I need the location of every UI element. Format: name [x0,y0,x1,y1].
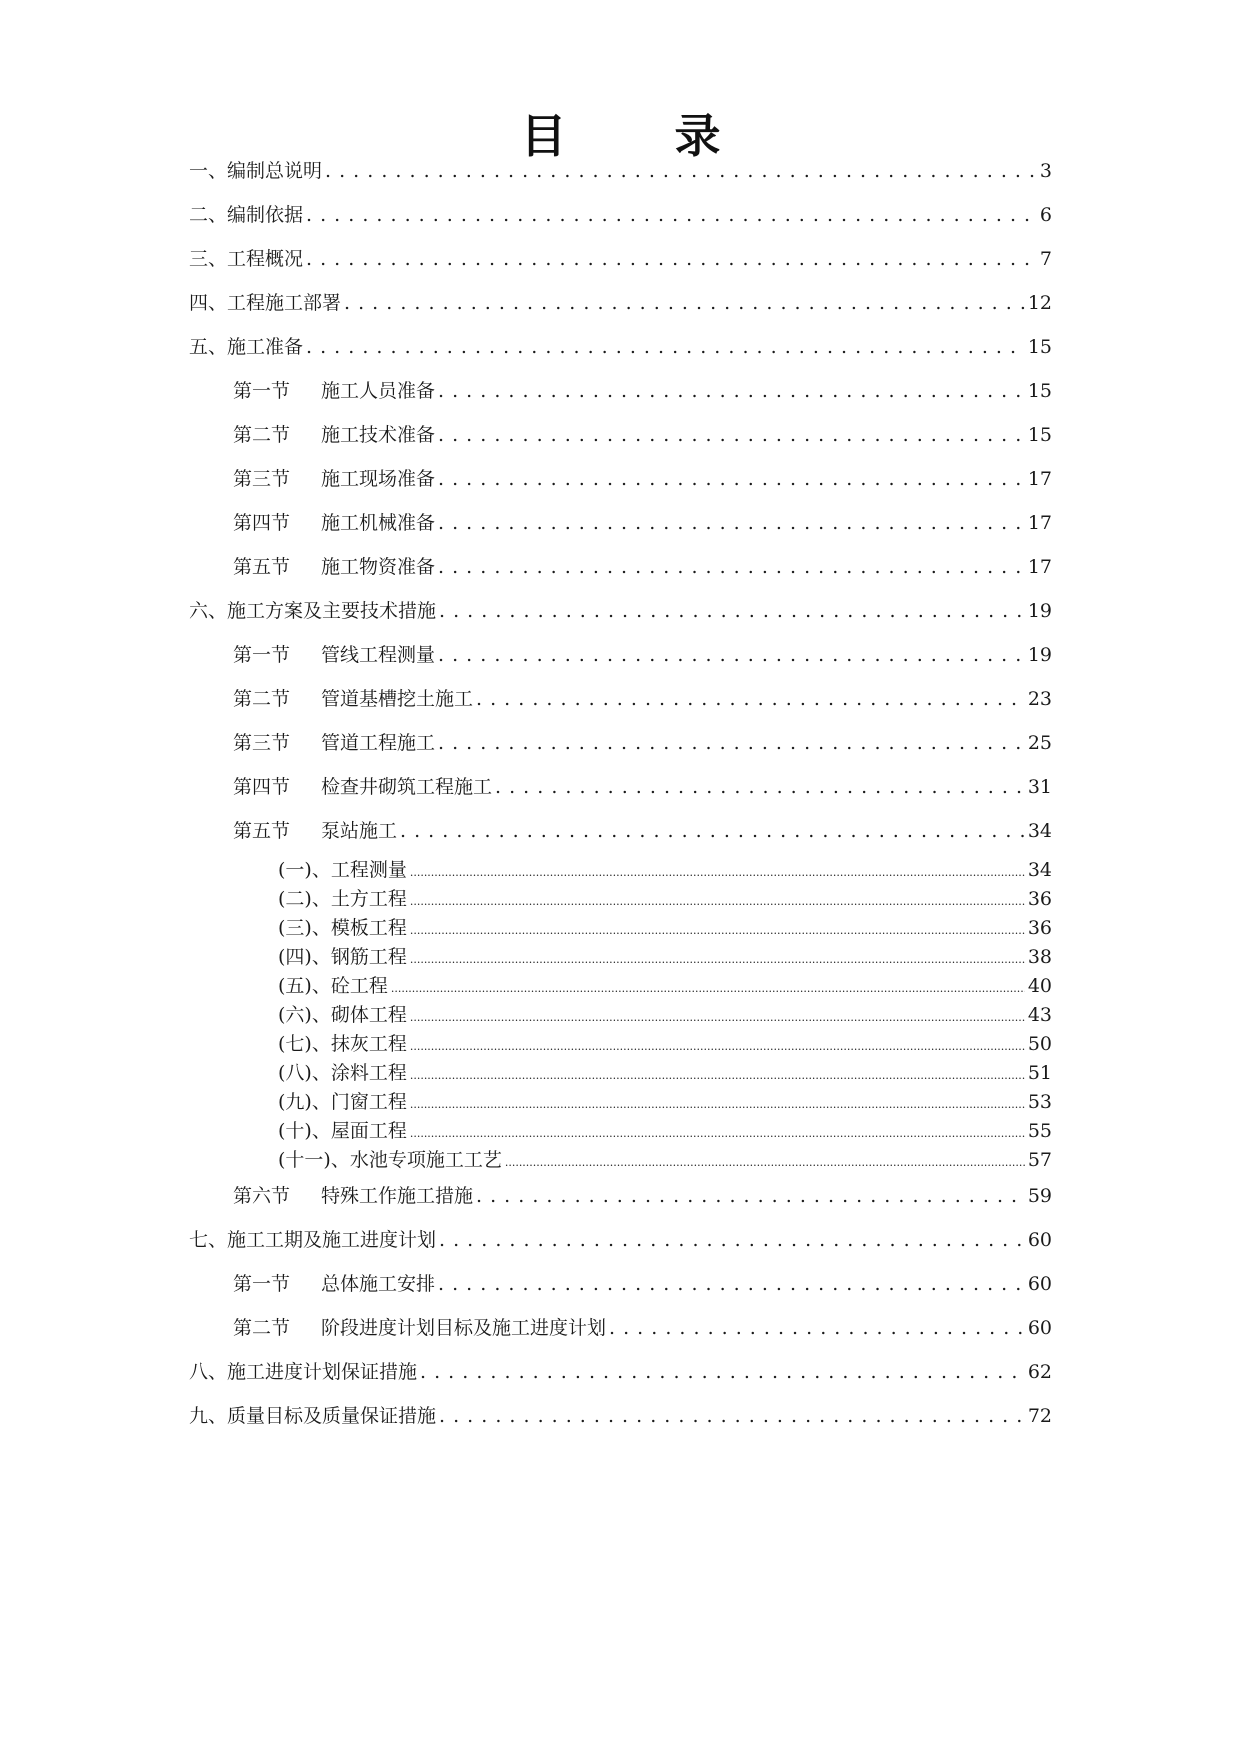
toc-entry[interactable] [278,1145,1052,1169]
toc-entry-page: 15 [1027,424,1052,446]
toc-entry-label: 施工物资准备 [321,556,436,578]
toc-entry-page: 50 [1027,1033,1052,1055]
section-number: 第三节 [233,468,291,490]
toc-entry-page: 19 [1027,600,1052,622]
toc-entry[interactable] [233,684,1052,710]
toc-entry[interactable] [278,913,1052,937]
toc-entry[interactable] [233,1269,1052,1295]
toc-entry-label: 三、工程概况 [189,248,304,270]
toc-entry[interactable] [233,1313,1052,1339]
section-number: 第六节 [233,1185,291,1207]
dot-leader [495,776,1025,798]
toc-entry-page: 3 [1039,160,1052,182]
toc-entry-page: 34 [1027,859,1052,881]
toc-entry-page: 60 [1027,1229,1052,1251]
dot-leader [438,644,1025,666]
toc-entry-label: (三)、模板工程 [278,917,407,939]
toc-entry[interactable] [233,464,1052,490]
dot-leader [476,688,1025,710]
toc-entry[interactable] [189,156,1052,182]
section-number: 第二节 [233,424,291,446]
section-number: 第一节 [233,380,291,402]
toc-entry-label: 施工人员准备 [321,380,436,402]
section-number: 第一节 [233,1273,291,1295]
toc-entry-page: 12 [1027,292,1052,314]
toc-entry-page: 34 [1027,820,1052,842]
dot-leader [410,1120,1025,1142]
toc-entry[interactable] [189,596,1052,622]
toc-entry-page: 51 [1027,1062,1052,1084]
toc-entry-page: 53 [1027,1091,1052,1113]
toc-entry-label: (四)、钢筋工程 [278,946,407,968]
toc-entry-label: (五)、砼工程 [278,975,388,997]
toc-entry[interactable] [278,884,1052,908]
toc-entry-page: 17 [1027,556,1052,578]
toc-entry[interactable] [278,1116,1052,1140]
toc-entry-label: 检查井砌筑工程施工 [321,776,493,798]
toc-entry-page: 60 [1027,1273,1052,1295]
toc-entry[interactable] [189,288,1052,314]
dot-leader [438,424,1025,446]
dot-leader [410,1091,1025,1113]
toc-entry-page: 6 [1039,204,1052,226]
toc-entry[interactable] [278,942,1052,966]
section-number: 第二节 [233,1317,291,1339]
dot-leader [410,946,1025,968]
toc-entry-page: 31 [1027,776,1052,798]
dot-leader [420,1361,1025,1383]
toc-entry-page: 38 [1027,946,1052,968]
toc-entry-label: (九)、门窗工程 [278,1091,407,1113]
toc-entry[interactable] [233,420,1052,446]
title-char-1: 目 [520,109,567,163]
toc-entry-label: 施工现场准备 [321,468,436,490]
toc-entry-page: 43 [1027,1004,1052,1026]
dot-leader [438,732,1025,754]
section-number: 第五节 [233,820,291,842]
toc-entry-label: 施工机械准备 [321,512,436,534]
dot-leader [325,160,1037,182]
dot-leader [438,512,1025,534]
toc-entry[interactable] [189,1225,1052,1251]
toc-entry[interactable] [278,855,1052,879]
title-char-2: 录 [674,109,721,163]
dot-leader [410,1004,1025,1026]
toc-entry-label: 特殊工作施工措施 [321,1185,474,1207]
toc-entry-label: (二)、土方工程 [278,888,407,910]
toc-entry-label: (一)、工程测量 [278,859,407,881]
toc-entry-label: 管道工程施工 [321,732,436,754]
toc-entry-page: 59 [1027,1185,1052,1207]
section-number: 第四节 [233,776,291,798]
toc-entry-label: 二、编制依据 [189,204,304,226]
toc-entry-label: 四、工程施工部署 [189,292,342,314]
toc-entry-label: (六)、砌体工程 [278,1004,407,1026]
dot-leader [439,1229,1025,1251]
toc-entry[interactable] [233,376,1052,402]
toc-entry-page: 36 [1027,917,1052,939]
section-number: 第二节 [233,688,291,710]
dot-leader [438,556,1025,578]
toc-entry-label: 九、质量目标及质量保证措施 [189,1405,437,1427]
dot-leader [438,380,1025,402]
toc-entry-label: 总体施工安排 [321,1273,436,1295]
dot-leader [306,204,1037,226]
toc-entry[interactable] [189,1357,1052,1383]
dot-leader [476,1185,1025,1207]
toc-entry-label: 泵站施工 [321,820,398,842]
dot-leader [410,859,1025,881]
toc-entry-page: 25 [1027,732,1052,754]
dot-leader [410,888,1025,910]
section-number: 第五节 [233,556,291,578]
toc-entry-page: 7 [1039,248,1052,270]
dot-leader [609,1317,1025,1339]
dot-leader [306,248,1037,270]
toc-entry[interactable] [278,1058,1052,1082]
toc-entry-page: 17 [1027,468,1052,490]
dot-leader [438,1273,1025,1295]
toc-entry[interactable] [233,816,1052,842]
toc-entry-page: 72 [1027,1405,1052,1427]
toc-entry-page: 23 [1027,688,1052,710]
toc-entry-label: 阶段进度计划目标及施工进度计划 [321,1317,607,1339]
dot-leader [505,1149,1025,1171]
toc-entry-page: 15 [1027,380,1052,402]
toc-entry[interactable] [278,1087,1052,1111]
dot-leader [306,336,1025,358]
toc-entry-label: (七)、抹灰工程 [278,1033,407,1055]
dot-leader [344,292,1025,314]
dot-leader [410,917,1025,939]
toc-entry-page: 17 [1027,512,1052,534]
toc-entry-label: 六、施工方案及主要技术措施 [189,600,437,622]
toc-entry-page: 57 [1027,1149,1052,1171]
toc-entry[interactable] [233,508,1052,534]
section-number: 第三节 [233,732,291,754]
dot-leader [400,820,1025,842]
section-number: 第一节 [233,644,291,666]
toc-entry-page: 15 [1027,336,1052,358]
toc-entry-label: (十)、屋面工程 [278,1120,407,1142]
toc-entry-label: 七、施工工期及施工进度计划 [189,1229,437,1251]
toc-entry[interactable] [233,640,1052,666]
toc-entry[interactable] [189,332,1052,358]
dot-leader [439,600,1025,622]
toc-entry[interactable] [233,552,1052,578]
toc-entry-page: 40 [1027,975,1052,997]
section-number: 第四节 [233,512,291,534]
toc-entry-label: 八、施工进度计划保证措施 [189,1361,418,1383]
toc-entry[interactable] [278,1000,1052,1024]
toc-entry-page: 36 [1027,888,1052,910]
dot-leader [410,1062,1025,1084]
toc-entry-page: 60 [1027,1317,1052,1339]
dot-leader [439,1405,1025,1427]
toc-entry[interactable] [233,1181,1052,1207]
toc-entry-label: 五、施工准备 [189,336,304,358]
toc-entry-page: 55 [1027,1120,1052,1142]
toc-entry-label: 一、编制总说明 [189,160,323,182]
toc-entry-page: 19 [1027,644,1052,666]
toc-entry[interactable] [189,200,1052,226]
toc-entry[interactable] [233,728,1052,754]
toc-entry[interactable] [278,971,1052,995]
toc-entry-page: 62 [1027,1361,1052,1383]
dot-leader [410,1033,1025,1055]
toc-entry-label: 管道基槽挖土施工 [321,688,474,710]
toc-entry-label: 管线工程测量 [321,644,436,666]
toc-entry-label: 施工技术准备 [321,424,436,446]
toc-entry-label: (十一)、水池专项施工工艺 [278,1149,502,1171]
dot-leader [391,975,1025,997]
toc-entry-label: (八)、涂料工程 [278,1062,407,1084]
toc-entry[interactable] [278,1029,1052,1053]
toc-entry[interactable] [233,772,1052,798]
toc-entry[interactable] [189,1401,1052,1427]
dot-leader [438,468,1025,490]
toc-entry[interactable] [189,244,1052,270]
